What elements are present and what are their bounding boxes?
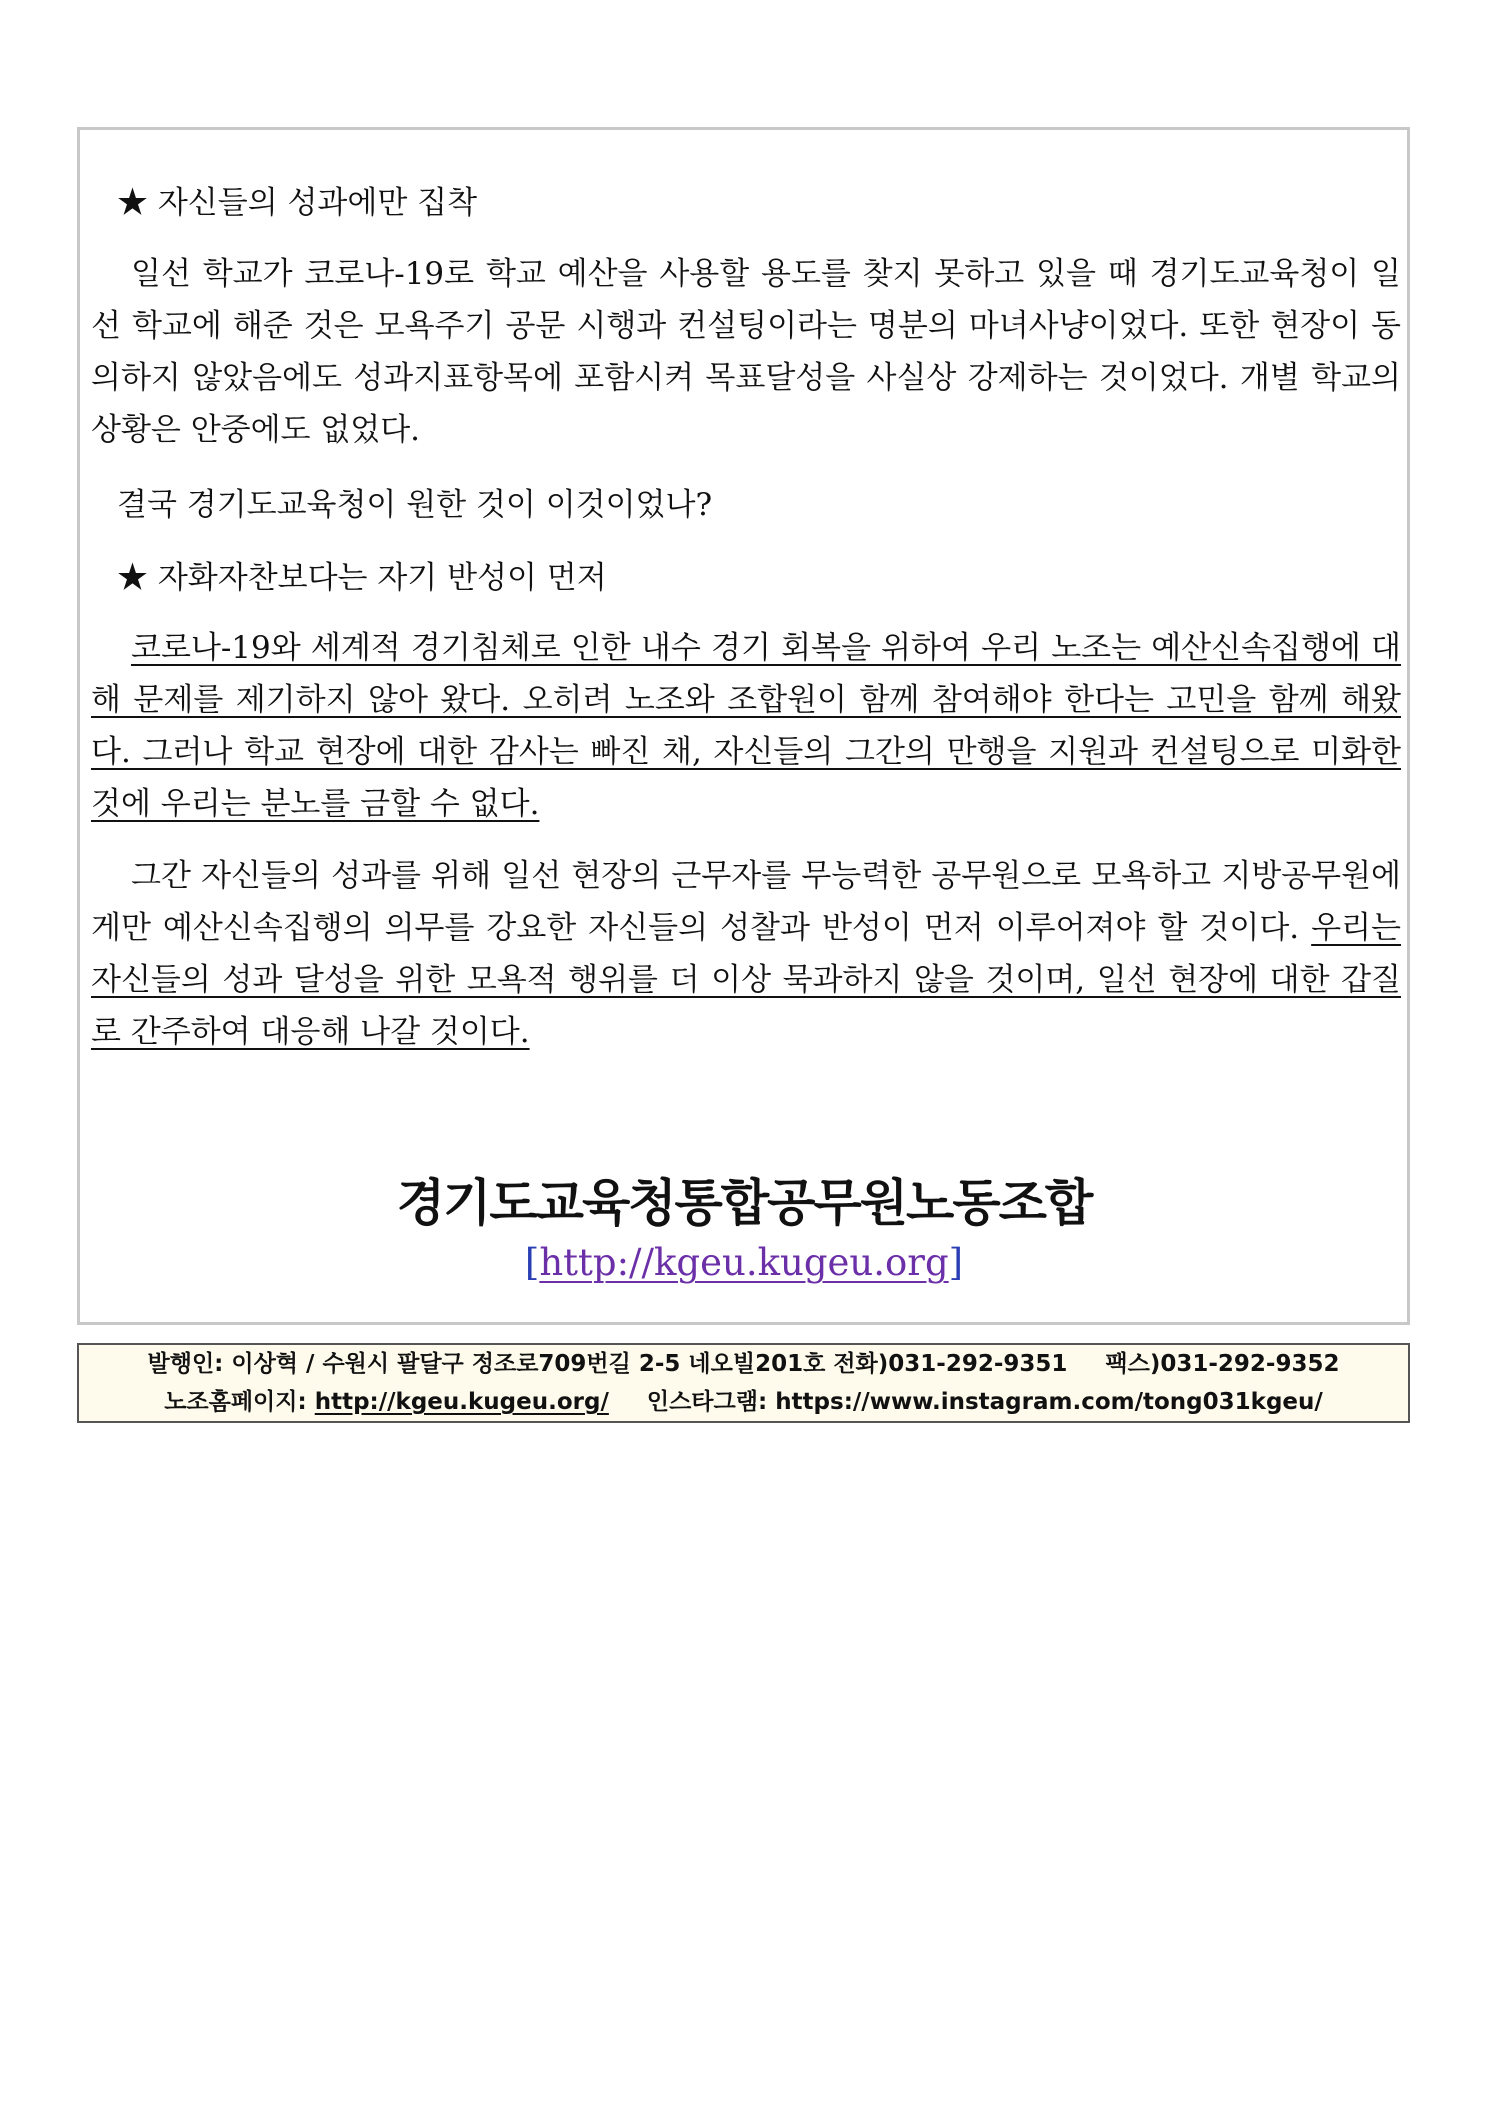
section-heading-reflection: ★ 자화자찬보다는 자기 반성이 먼저 bbox=[117, 560, 607, 596]
footer-row-contact bbox=[79, 1349, 1408, 1379]
section-heading-performance: ★ 자신들의 성과에만 집착 bbox=[117, 185, 478, 221]
footer-homepage-label: 노조홈페이지: bbox=[164, 1389, 307, 1415]
paragraph-performance-text: 일선 학교가 코로나-19로 학교 예산을 사용할 용도를 찾지 못하고 있을 때 경기도교육청이 일선 학교에 해준 것은 모욕주기 공문 시행과 컨설팅이라는 명분의 마녀사냥이었다. 또한 현장이 동의하지 않았음에도 성과지표항목에 포함시켜 목표달성을 사실상 강제하는 것이었다. 개별 학교의 상황은 안중에도 없었다. bbox=[91, 256, 1401, 448]
paragraph-reflection-plain-text: 그간 자신들의 성과를 위해 일선 현장의 근무자를 무능력한 공무원으로 모욕하고 지방공무원에게만 예산신속집행의 의무를 강요한 자신들의 성찰과 반성이 먼저 이루어져야 할 것이다. bbox=[91, 858, 1401, 946]
footer-homepage-link[interactable]: http://kgeu.kugeu.org/ bbox=[314, 1389, 609, 1415]
footer-instagram-label: 인스타그램: bbox=[646, 1389, 768, 1415]
url-bracket-open: [ bbox=[524, 1241, 540, 1284]
footer-publisher: 발행인: 이상혁 / 수원시 팔달구 정조로709번길 2-5 네오빌201호 전화)031-292-9351 bbox=[147, 1351, 1068, 1377]
paragraph-reflection-final bbox=[91, 850, 1401, 1058]
paragraph-performance bbox=[91, 248, 1401, 456]
footer-instagram-link[interactable]: https://www.instagram.com/tong031kgeu/ bbox=[775, 1389, 1323, 1415]
organization-url-link[interactable]: http://kgeu.kugeu.org bbox=[539, 1241, 949, 1284]
paragraph-reflection-underlined bbox=[91, 622, 1401, 830]
question-line: 결국 경기도교육청이 원한 것이 이것이었나? bbox=[117, 487, 713, 523]
paragraph-reflection-underlined-text: 코로나-19와 세계적 경기침체로 인한 내수 경기 회복을 위하여 우리 노조는 예산신속집행에 대해 문제를 제기하지 않아 왔다. 오히려 노조와 조합원이 함께 참여해야 한다는 고민을 함께 해왔다. 그러나 학교 현장에 대한 감사는 빠진 채, 자신들의 그간의 만행을 지원과 컨설팅으로 미화한 것에 우리는 분노를 금할 수 없다. bbox=[91, 630, 1401, 822]
paragraph-reflection-final-text: 우리는 자신들의 성과 달성을 위한 모욕적 행위를 더 이상 묵과하지 않을 것이며, 일선 현장에 대한 갑질로 간주하여 대응해 나갈 것이다. bbox=[91, 910, 1401, 1050]
footer-row-links bbox=[79, 1387, 1408, 1417]
organization-name: 경기도교육청통합공무원노동조합 bbox=[396, 1174, 1092, 1232]
url-bracket-close: ] bbox=[948, 1241, 964, 1284]
footer-box bbox=[77, 1343, 1410, 1423]
footer-fax: 팩스)031-292-9352 bbox=[1105, 1351, 1340, 1377]
organization-url-line bbox=[0, 1241, 1488, 1285]
